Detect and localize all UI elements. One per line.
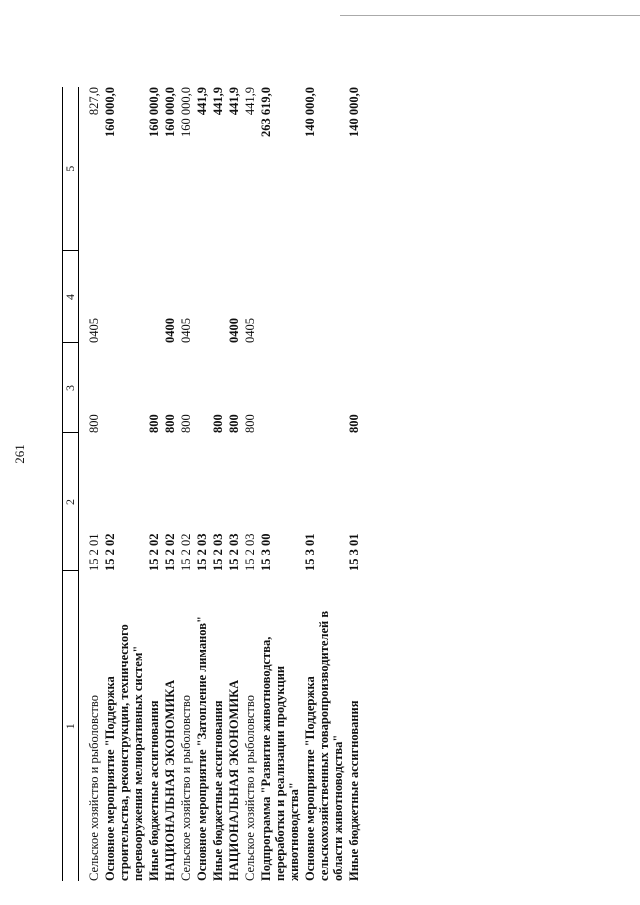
header-col-5: 5 <box>63 87 79 251</box>
row-csr: 15 2 03 <box>211 533 225 571</box>
row-vr: 800 <box>243 414 257 433</box>
table-body <box>79 87 362 881</box>
row-rz <box>145 251 161 343</box>
row-csr: 15 2 02 <box>179 533 193 571</box>
row-name: Основное мероприятие "Затопление лиманов" <box>195 616 209 881</box>
table-row <box>345 87 361 881</box>
row-name: НАЦИОНАЛЬНАЯ ЭКОНОМИКА <box>163 679 177 881</box>
table-row <box>145 87 161 881</box>
row-name: Основное мероприятие "Поддержка строительства, реконструкции, технического перевооружения мелиоративных систем" <box>103 624 145 881</box>
row-sum: 140 000,0 <box>303 87 317 137</box>
row-csr: 15 2 02 <box>147 533 161 571</box>
table-row <box>209 87 225 881</box>
row-vr <box>101 343 145 433</box>
row-rz: 0400 <box>163 318 177 343</box>
row-csr: 15 2 01 <box>87 533 101 571</box>
row-sum: 160 000,0 <box>147 87 161 137</box>
row-csr: 15 3 01 <box>303 533 317 571</box>
row-vr <box>193 343 209 433</box>
table-row <box>161 87 177 881</box>
row-name: НАЦИОНАЛЬНАЯ ЭКОНОМИКА <box>227 679 241 881</box>
row-sum: 441,9 <box>227 87 241 116</box>
table-row <box>301 87 345 881</box>
row-name: Иные бюджетные ассигнования <box>211 700 225 881</box>
table-row <box>101 87 145 881</box>
row-csr: 15 2 02 <box>163 533 177 571</box>
row-sum: 160 000,0 <box>163 87 177 137</box>
row-rz: 0405 <box>243 318 257 343</box>
header-col-1: 1 <box>63 571 79 881</box>
row-name: Иные бюджетные ассигнования <box>147 700 161 881</box>
row-name: Подпрограмма "Развитие животноводства, переработки и реализации продукции животноводства" <box>259 636 301 881</box>
row-csr: 15 3 00 <box>259 533 273 571</box>
table-row <box>193 87 209 881</box>
row-sum: 263 619,0 <box>259 87 273 137</box>
row-vr: 800 <box>87 414 101 433</box>
row-vr: 800 <box>163 414 177 433</box>
row-rz <box>345 251 361 343</box>
row-vr <box>257 343 301 433</box>
header-col-2: 2 <box>63 433 79 571</box>
table-row <box>257 87 301 881</box>
top-rule <box>340 15 640 16</box>
row-rz <box>257 251 301 343</box>
row-vr <box>301 343 345 433</box>
table-row <box>85 87 101 881</box>
row-csr: 15 2 03 <box>195 533 209 571</box>
row-sum: 160 000,0 <box>179 87 193 137</box>
row-name: Иные бюджетные ассигнования <box>347 700 361 881</box>
row-rz: 0405 <box>87 318 101 343</box>
row-rz <box>101 251 145 343</box>
row-sum: 140 000,0 <box>347 87 361 137</box>
row-csr: 15 2 03 <box>227 533 241 571</box>
row-vr: 800 <box>347 414 361 433</box>
row-sum: 827,0 <box>87 87 101 116</box>
table-header-row <box>63 87 79 881</box>
page-number: 261 <box>12 444 27 464</box>
row-rz <box>301 251 345 343</box>
row-csr: 15 2 02 <box>103 533 117 571</box>
row-sum: 441,9 <box>195 87 209 116</box>
table-row <box>241 87 257 881</box>
row-vr: 800 <box>147 414 161 433</box>
row-rz: 0405 <box>179 318 193 343</box>
row-vr: 800 <box>211 414 225 433</box>
budget-table <box>62 87 361 881</box>
row-csr: 15 2 03 <box>243 533 257 571</box>
row-sum: 160 000,0 <box>103 87 117 137</box>
row-vr: 800 <box>179 414 193 433</box>
table-row <box>225 87 241 881</box>
header-col-3: 3 <box>63 343 79 433</box>
row-name: Сельское хозяйство и рыболовство <box>243 695 257 881</box>
row-rz <box>193 251 209 343</box>
row-rz: 0400 <box>227 318 241 343</box>
table-row <box>177 87 193 881</box>
row-sum: 441,9 <box>243 87 257 116</box>
row-rz <box>209 251 225 343</box>
row-vr: 800 <box>227 414 241 433</box>
row-name: Сельское хозяйство и рыболовство <box>179 695 193 881</box>
header-col-4: 4 <box>63 251 79 343</box>
row-name: Сельское хозяйство и рыболовство <box>87 695 101 881</box>
row-sum: 441,9 <box>211 87 225 116</box>
row-name: Основное мероприятие "Поддержка сельскохозяйственных товаропроизводителей в области животноводства" <box>303 610 345 881</box>
rotated-page <box>62 87 572 881</box>
row-csr: 15 3 01 <box>347 533 361 571</box>
